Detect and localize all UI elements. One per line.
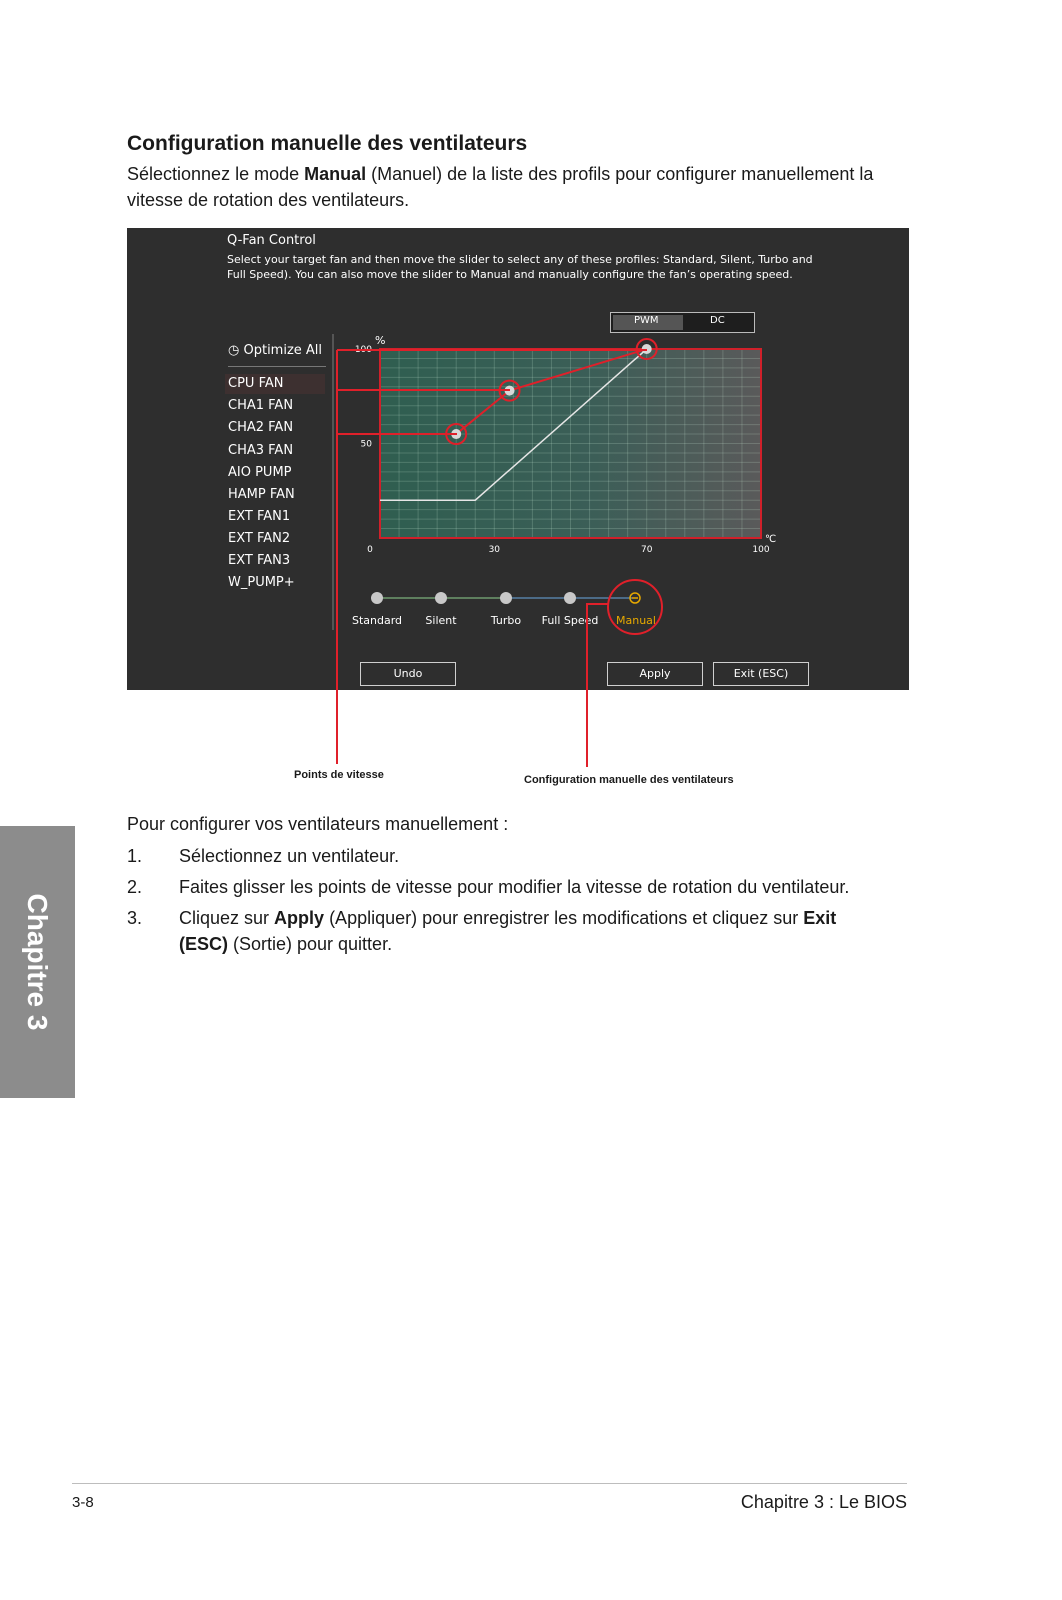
exit-button[interactable]: Exit (ESC): [713, 662, 809, 686]
fan-item-cpu[interactable]: CPU FAN: [228, 376, 284, 391]
undo-button[interactable]: Undo: [360, 662, 456, 686]
optimize-all-button[interactable]: ◷ Optimize All: [228, 343, 323, 358]
qfan-title: Q-Fan Control: [227, 233, 316, 248]
gauge-icon: ◷: [228, 343, 240, 358]
steps-intro: Pour configurer vos ventilateurs manuellement :: [127, 814, 509, 834]
x-tick-label: 70: [640, 545, 653, 555]
chapter-tab-label: Chapitre 3: [22, 893, 53, 1031]
profile-fullspeed-label[interactable]: Full Speed: [541, 614, 599, 627]
step-number: 3.: [127, 908, 143, 928]
fan-item-ext2[interactable]: EXT FAN2: [228, 531, 291, 546]
y-tick-label: 100: [354, 345, 372, 355]
x-tick-label: 30: [488, 545, 501, 555]
y-axis-label: %: [375, 334, 386, 347]
intro-paragraph: Sélectionnez le mode Manual (Manuel) de la liste des profils pour configurer manuellement la vitesse de rotation des ventilateurs.: [127, 164, 874, 210]
callout-left-label: Points de vitesse: [294, 769, 384, 781]
footer-chapter: Chapitre 3 : Le BIOS: [740, 1492, 907, 1512]
x-tick-label: 0: [367, 545, 373, 555]
x-axis-label: ℃: [765, 534, 777, 545]
fan-item-wpump[interactable]: W_PUMP+: [228, 575, 295, 590]
y-tick-label: 50: [360, 439, 372, 450]
step-number: 1.: [127, 846, 143, 866]
fan-item-aio-pump[interactable]: AIO PUMP: [228, 465, 292, 480]
callout-right-label: Configuration manuelle des ventilateurs: [524, 774, 734, 786]
chapter-tab: [0, 826, 75, 1098]
step-text: Cliquez sur Apply (Appliquer) pour enregistrer les modifications et cliquez sur Exit (ESC) (Sortie) pour quitter.: [179, 908, 837, 954]
fan-item-cha1[interactable]: CHA1 FAN: [228, 398, 294, 413]
x-tick-label: 100: [752, 545, 770, 555]
step-text: Sélectionnez un ventilateur.: [179, 846, 400, 866]
apply-button[interactable]: Apply: [607, 662, 703, 686]
step-number: 2.: [127, 877, 143, 897]
fan-item-cha2[interactable]: CHA2 FAN: [228, 420, 294, 435]
fan-item-ext3[interactable]: EXT FAN3: [228, 553, 291, 568]
dc-option[interactable]: DC: [710, 315, 725, 326]
fan-item-ext1[interactable]: EXT FAN1: [228, 509, 291, 524]
profile-silent-label[interactable]: Silent: [425, 614, 457, 627]
pwm-option[interactable]: PWM: [634, 315, 659, 326]
step-text: Faites glisser les points de vitesse pour modifier la vitesse de rotation du ventilateur.: [179, 877, 850, 897]
fan-item-cha3[interactable]: CHA3 FAN: [228, 443, 294, 458]
section-title: Configuration manuelle des ventilateurs: [127, 132, 528, 155]
page-number: 3-8: [72, 1494, 94, 1511]
profile-manual-label[interactable]: Manual: [616, 614, 656, 627]
footer-rule: [72, 1483, 907, 1484]
profile-standard-label[interactable]: Standard: [351, 614, 403, 627]
fan-item-hamp[interactable]: HAMP FAN: [228, 487, 295, 502]
profile-turbo-label[interactable]: Turbo: [490, 614, 522, 627]
qfan-description: Select your target fan and then move the slider to select any of these profiles: Standard, Silent, Turbo and Full Speed). You can also move the slider to Manual and manually configure the fan’s operating speed.: [227, 253, 813, 281]
